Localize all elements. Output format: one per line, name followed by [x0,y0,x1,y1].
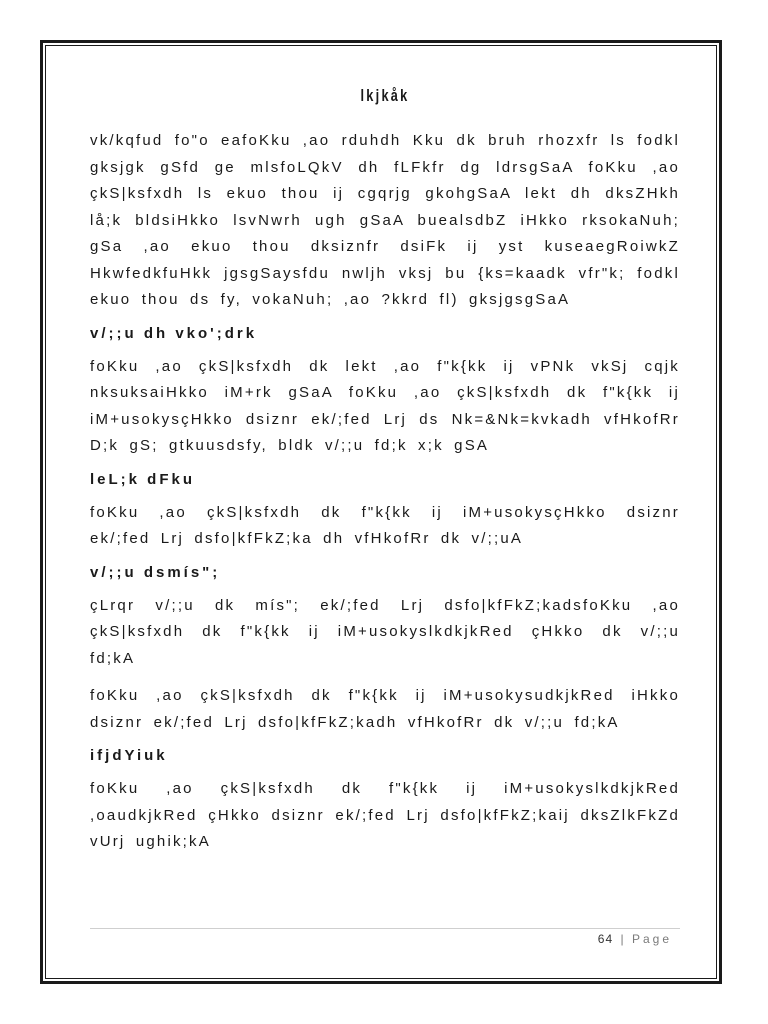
page-label: Page [631,932,672,946]
footer-separator: | [620,932,625,946]
section-heading-need: v/;;u dh vko';drk [90,324,258,342]
paragraph-objective-1: çLrqr v/;;u dk mís"; ek/;fed Lrj dsfo|kfFkZ;kadsfoKku ,ao çkS|ksfxdh dk f"k{kk ij iM+usokyslkdkjkRed çHkko dk v/;;u fd;kA [90,596,680,667]
paragraph-objective-2: foKku ,ao çkS|ksfxdh dk f"k{kk ij iM+usokysudkjkRed iHkko dsiznr ek/;fed Lrj dsfo|kfFkZ;kadh vfHkofRr dk v/;;u fd;kA [90,687,680,731]
section-heading-hypothesis: ifjdYiuk [90,747,168,764]
footer-divider [90,928,680,929]
paragraph-hypothesis: foKku ,ao çkS|ksfxdh dk f"k{kk ij iM+usokyslkdkjkRed ,oaudkjkRed çHkko dsiznr ek/;fed Lrj dsfo|kfFkZ;kaij dksZlkFkZd vUrj ughik;kA [90,780,680,850]
page-footer [598,932,672,946]
document-body [90,86,680,867]
intro-paragraph: vk/kqfud fo"o eafoKku ,ao rduhdh Kku dk bruh rhozxfr ls fodkl gksjgk gSfd ge mlsfoLQkV dh fLFkfr dg ldrsgSaA foKku ,ao çkS|ksfxdh ls ekuo thou ij cgqrjg gkohgSaA lekt dh dksZHkh lå;k bldsiHkko lsvNwrh ugh gSaA buealsdbZ iHkko rksokaNuh; gSa ,ao ekuo thou dksiznfr dsiFk ij yst kuseaegRoiwkZ HkwfedkfuHkk jgsgSaysfdu nwljh vksj bu {ks=kaadk vfr"k; fodkl ekuo thou ds fy, vokaNuh; ,ao ?kkrd fl) gksjgsgSaA [90,132,680,308]
section-heading-problem: leL;k dFku [90,470,196,488]
page-number: 64 [597,932,614,946]
paragraph-problem: foKku ,ao çkS|ksfxdh dk f"k{kk ij iM+usokysçHkko dsiznr ek/;fed Lrj dsfo|kfFkZ;ka dh vfHkofRr dk v/;;uA [90,503,680,547]
document-title: lkjkåk [360,86,410,105]
paragraph-need: foKku ,ao çkS|ksfxdh dk lekt ,ao f"k{kk ij vPNk vkSj cqjk nksuksaiHkko iM+rk gSaA foKku ,ao çkS|ksfxdh dk f"k{kk ij iM+usokysçHkko dsiznr ek/;fed Lrj ds Nk=&Nk=kvkadh vfHkofRr D;k gS; gtkuusdsfy, bldk v/;;u fd;k x;k gSA [90,357,680,454]
section-heading-objectives: v/;;u dsmís"; [90,563,221,581]
